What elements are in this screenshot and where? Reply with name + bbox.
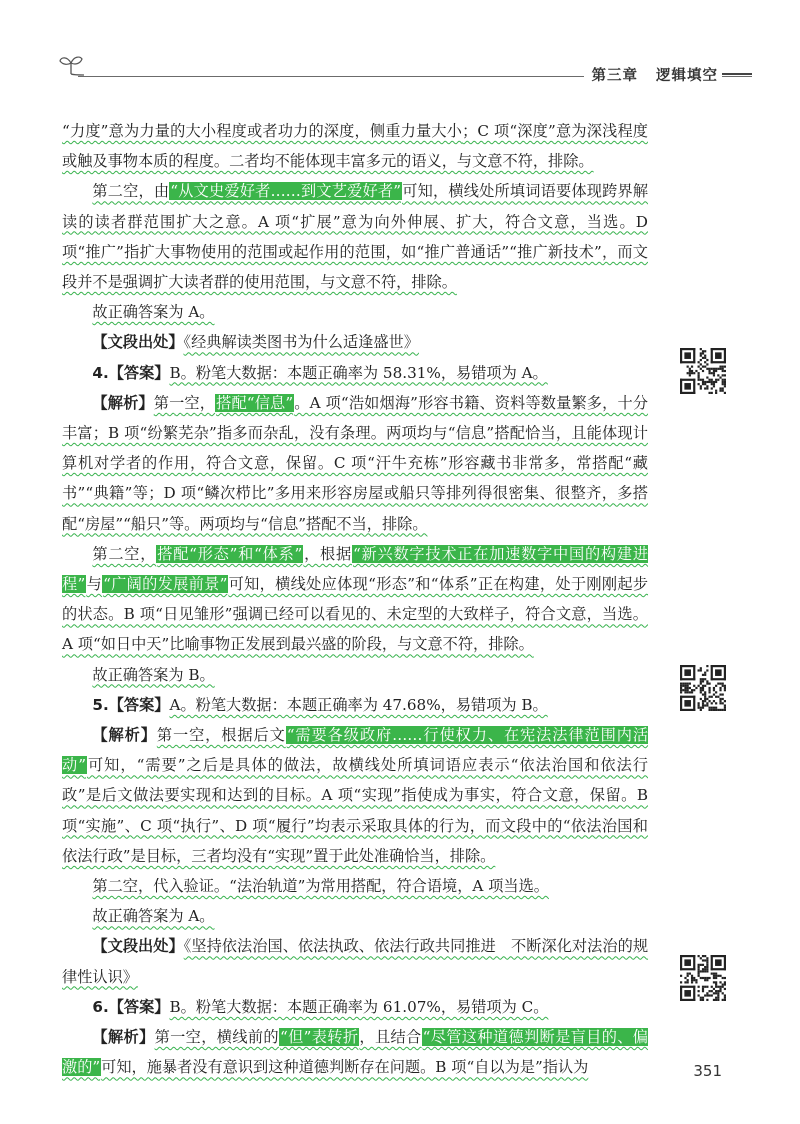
- paragraph: [62, 297, 648, 327]
- section-label: 5.【答案】: [92, 695, 170, 714]
- text-run: 故正确答案为 A。: [92, 907, 215, 926]
- highlighted-phrase: 搭配“形态”和“体系”: [157, 544, 303, 563]
- highlighted-phrase: “广阔的发展前景”: [103, 575, 228, 594]
- text-run: 第一空，根据后文: [156, 726, 286, 745]
- highlighted-phrase: “尽管这种道德判断是盲目的、偏激的”: [62, 1028, 648, 1077]
- text-run: 可知，“需要”之后是具体的做法，故横线处所填词语应表示“依法治国和依法行政”是后文做法要实现和达到的目标。A 项“实现”指使成为事实，符合文意，保留。B 项“实施”、C 项“执行”、D 项“履行”均表示采取具体的行为，而文段中的“依法治国和依法行政”是目标，三者均没有“实现”置于此处准确恰当，排除。: [62, 756, 648, 865]
- text-run: ；C 项“深度”意为深浅程度或触及事物本质的程度。二者均不能体现丰富多元的语义，与文意不符，排除。: [62, 122, 648, 171]
- text-run: 第二空，: [92, 544, 157, 563]
- page-header: [0, 0, 800, 90]
- section-label: 6.【答案】: [92, 997, 170, 1016]
- sprout-icon: [58, 54, 84, 76]
- text-run: 第一空，横线前的: [154, 1028, 279, 1047]
- underlined-phrase: “力度”意为力量的大小程度或者功力的深度，侧重力量大小: [62, 122, 463, 140]
- paragraph: [62, 539, 648, 660]
- qr-code-q5: [680, 665, 726, 711]
- qr-code-q6: [680, 955, 726, 1001]
- paragraph: [62, 1022, 648, 1082]
- section-label: 【文段出处】: [92, 333, 184, 352]
- paragraph: [62, 358, 648, 388]
- section-label: 4.【答案】: [92, 363, 170, 382]
- paragraph: [62, 901, 648, 931]
- highlighted-phrase: “从文史爱好者……到文艺爱好者”: [170, 182, 402, 201]
- text-run: 故正确答案为 A。: [92, 303, 215, 322]
- text-run: 第二空，由: [92, 182, 170, 201]
- text-run: 与: [86, 575, 103, 594]
- chapter-number: 第三章: [591, 68, 638, 84]
- highlighted-phrase: “新兴数字技术正在加速数字中国的构建进程”: [62, 544, 649, 594]
- text-run: 《经典解读类图书为什么适逢盛世》: [183, 333, 419, 352]
- paragraph: [62, 931, 648, 991]
- section-label: 【解析】: [92, 1028, 155, 1047]
- text-run: 可知，横线处所填词语要体现跨界解读的读者群范围扩大之意。A 项“扩展”意为向外伸展、扩大，符合文意，当选。D 项“推广”指扩大事物使用的范围或起作用的范围，如“推广普通话”“推广新技术”，而文段并不是强调扩大读者群的使用范围，与文意不符，排除。: [62, 182, 649, 292]
- text-run: B。粉笔大数据：本题正确率为 61.07%，易错项为 C。: [169, 997, 549, 1016]
- text-run: ，且结合: [359, 1028, 422, 1047]
- page-body: [62, 116, 648, 1083]
- chapter-heading: [584, 64, 723, 85]
- qr-code-q4: [680, 348, 726, 394]
- chapter-title: 逻辑填空: [656, 68, 718, 84]
- paragraph: [62, 116, 648, 176]
- highlighted-phrase: 搭配“信息”: [216, 393, 294, 412]
- text-run: 。A 项“浩如烟海”形容书籍、资料等数量繁多，十分丰富；B 项“纷繁芜杂”指多而杂乱，没有条理。两项均与“信息”搭配恰当，且能体现计算机对学者的作用，符合文意，保留。C 项“汗牛充栋”形容藏书非常多，常搭配“藏书”“典籍”等；D 项“鳞次栉比”多用来形容房屋或船只等排列得很密集、很整齐，多搭配“房屋”“船只”等。两项均与“信息”搭配不当，排除。: [62, 393, 649, 533]
- text-run: 《坚持依法治国、依法执政、依法行政共同推进 不断深化对法治的规律性认识》: [62, 937, 649, 986]
- highlighted-phrase: “需要各级政府……行使权力、在宪法法律范围内活动”: [62, 726, 649, 775]
- section-label: 【解析】: [92, 393, 154, 412]
- text-run: 第二空，代入验证。“法治轨道”为常用搭配，符合语境，A 项当选。: [92, 877, 549, 896]
- text-run: ，根据: [303, 544, 352, 563]
- text-run: 可知，横线处应体现“形态”和“体系”正在构建，处于刚刚起步的状态。B 项“日见雏形”强调已经可以看见的、未定型的大致样子，符合文意，当选。A 项“如日中天”比喻事物正发展到最兴盛的阶段，与文意不符，排除。: [62, 575, 649, 654]
- text-run: A。粉笔大数据：本题正确率为 47.68%，易错项为 B。: [169, 695, 548, 714]
- paragraph: [62, 660, 648, 690]
- text-run: B。粉笔大数据：本题正确率为 58.31%，易错项为 A。: [169, 363, 548, 382]
- paragraph: [62, 992, 648, 1022]
- paragraph: [62, 871, 648, 901]
- section-label: 【文段出处】: [92, 937, 184, 956]
- page-number: 351: [693, 1062, 722, 1080]
- text-run: 可知，施暴者没有意识到这种道德判断存在问题。B 项“自以为是”指认为: [101, 1058, 589, 1077]
- paragraph: [62, 720, 648, 871]
- paragraph: [62, 176, 648, 297]
- paragraph: [62, 388, 648, 539]
- text-run: 故正确答案为 B。: [92, 665, 215, 684]
- text-run: 第一空，: [153, 393, 216, 412]
- paragraph: [62, 327, 648, 357]
- paragraph: [62, 690, 648, 720]
- section-label: 【解析】: [92, 726, 157, 745]
- highlighted-phrase: “但”表转折: [279, 1028, 359, 1047]
